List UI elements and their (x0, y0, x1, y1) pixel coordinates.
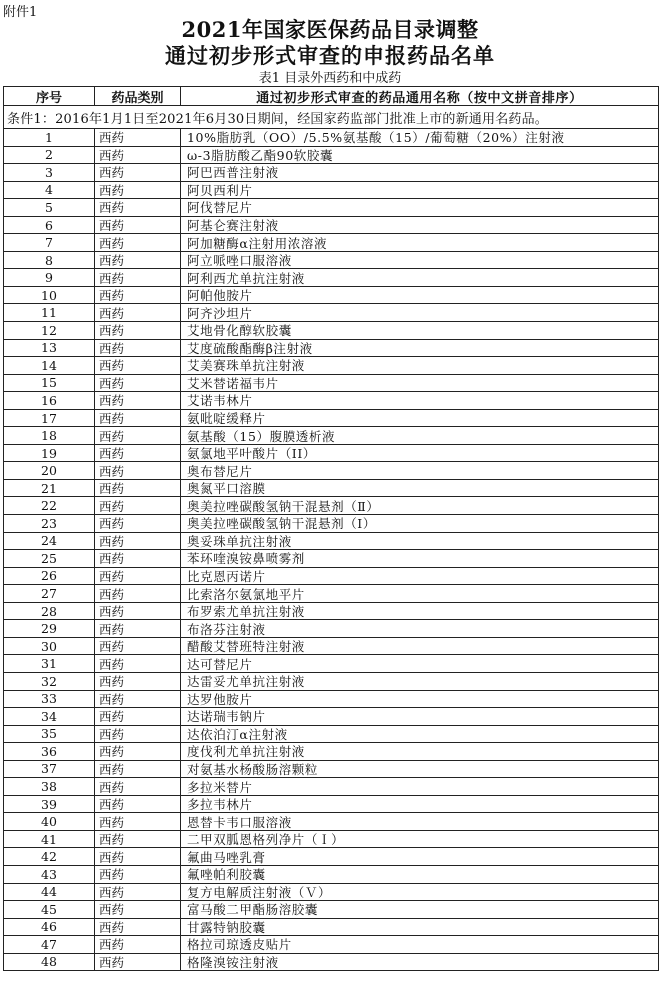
row-number: 47 (4, 936, 95, 953)
row-category: 西药 (95, 620, 181, 637)
row-category: 西药 (95, 199, 181, 216)
row-drug-name: 格拉司琼透皮贴片 (187, 937, 292, 953)
row-drug-name: 阿贝西利片 (187, 182, 253, 198)
row-number: 23 (4, 515, 95, 532)
row-drug-name: 阿帕他胺片 (187, 288, 253, 304)
row-drug-name: ω-3脂肪酸乙酯90软胶囊 (187, 147, 334, 163)
row-number: 18 (4, 427, 95, 444)
row-category: 西药 (95, 603, 181, 620)
table-row (4, 708, 658, 726)
row-number: 11 (4, 304, 95, 321)
column-header-drug-name: 通过初步形式审查的药品通用名称（按中文拼音排序） (256, 90, 583, 106)
row-number: 35 (4, 726, 95, 743)
row-drug-name: 达可替尼片 (187, 656, 253, 672)
column-header-category: 药品类别 (95, 87, 181, 105)
row-number: 29 (4, 620, 95, 637)
row-number: 8 (4, 252, 95, 269)
row-category: 西药 (95, 831, 181, 848)
row-drug-name: 10%脂肪乳（OO）/5.5%氨基酸（15）/葡萄糖（20%）注射液 (187, 130, 565, 146)
row-drug-name: 氨基酸（15）腹膜透析液 (187, 428, 336, 444)
row-number: 5 (4, 199, 95, 216)
row-drug-name: 阿伐替尼片 (187, 200, 253, 216)
row-drug-name: 阿巴西普注射液 (187, 165, 279, 181)
row-category: 西药 (95, 708, 181, 725)
row-number: 32 (4, 673, 95, 690)
table-row (4, 726, 658, 744)
row-drug-name: 达依泊汀α注射液 (187, 726, 288, 742)
table-row (4, 217, 658, 235)
table-row (4, 497, 658, 515)
table-row (4, 252, 658, 270)
row-category: 西药 (95, 129, 181, 146)
row-drug-name: 达罗他胺片 (187, 691, 253, 707)
row-number: 17 (4, 410, 95, 427)
row-category: 西药 (95, 357, 181, 374)
row-drug-name: 达雷妥尤单抗注射液 (187, 674, 305, 690)
row-category: 西药 (95, 743, 181, 760)
table-row (4, 480, 658, 498)
row-category: 西药 (95, 164, 181, 181)
row-drug-name: 阿利西尤单抗注射液 (187, 270, 305, 286)
row-category: 西药 (95, 884, 181, 901)
table-body (4, 129, 658, 971)
row-category: 西药 (95, 497, 181, 514)
row-drug-name: 富马酸二甲酯肠溶胶囊 (187, 902, 319, 918)
table-row (4, 743, 658, 761)
row-category: 西药 (95, 533, 181, 550)
row-number: 14 (4, 357, 95, 374)
row-category: 西药 (95, 480, 181, 497)
row-drug-name: 艾地骨化醇软胶囊 (187, 323, 292, 339)
table-row (4, 585, 658, 603)
table-row (4, 375, 658, 393)
table-row (4, 796, 658, 814)
row-category: 西药 (95, 585, 181, 602)
table-row (4, 831, 658, 849)
row-drug-name: 阿加糖酶α注射用浓溶液 (187, 235, 328, 251)
row-drug-name: 艾米替诺福韦片 (187, 375, 279, 391)
table-row (4, 164, 658, 182)
row-number: 39 (4, 796, 95, 813)
table-row (4, 392, 658, 410)
row-number: 19 (4, 445, 95, 462)
row-category: 西药 (95, 340, 181, 357)
table-row (4, 357, 658, 375)
table-row (4, 568, 658, 586)
row-number: 16 (4, 392, 95, 409)
table-row (4, 778, 658, 796)
row-drug-name: 氨吡啶缓释片 (187, 411, 266, 427)
table-row (4, 410, 658, 428)
row-category: 西药 (95, 392, 181, 409)
table-row (4, 182, 658, 200)
table-row (4, 304, 658, 322)
table-row (4, 673, 658, 691)
table-row (4, 936, 658, 954)
row-drug-name: 阿基仑赛注射液 (187, 218, 279, 234)
row-number: 33 (4, 691, 95, 708)
row-category: 西药 (95, 182, 181, 199)
row-drug-name: 比索洛尔氨氯地平片 (187, 586, 305, 602)
table-row (4, 515, 658, 533)
row-category: 西药 (95, 655, 181, 672)
row-category: 西药 (95, 954, 181, 971)
row-number: 21 (4, 480, 95, 497)
table-row (4, 866, 658, 884)
row-category: 西药 (95, 673, 181, 690)
row-drug-name: 氟唑帕利胶囊 (187, 867, 266, 883)
row-category: 西药 (95, 217, 181, 234)
row-category: 西药 (95, 410, 181, 427)
row-drug-name: 奥美拉唑碳酸氢钠干混悬剂（I） (187, 516, 376, 532)
table-row (4, 199, 658, 217)
row-drug-name: 多拉韦林片 (187, 797, 253, 813)
row-drug-name: 格隆溴铵注射液 (187, 954, 279, 970)
row-category: 西药 (95, 304, 181, 321)
table-row (4, 129, 658, 147)
row-drug-name: 氟曲马唑乳膏 (187, 849, 266, 865)
row-category: 西药 (95, 761, 181, 778)
table-row (4, 761, 658, 779)
row-number: 26 (4, 568, 95, 585)
row-category: 西药 (95, 375, 181, 392)
column-header-number: 序号 (4, 87, 95, 105)
row-category: 西药 (95, 813, 181, 830)
row-number: 3 (4, 164, 95, 181)
row-category: 西药 (95, 515, 181, 532)
row-category: 西药 (95, 691, 181, 708)
row-category: 西药 (95, 269, 181, 286)
row-drug-name: 艾诺韦林片 (187, 393, 253, 409)
row-category: 西药 (95, 287, 181, 304)
row-category: 西药 (95, 234, 181, 251)
table-row (4, 533, 658, 551)
row-category: 西药 (95, 848, 181, 865)
table-row (4, 691, 658, 709)
row-drug-name: 艾度硫酸酯酶β注射液 (187, 340, 313, 356)
table-row (4, 445, 658, 463)
document-title-line1: 2021年国家医保药品目录调整 (181, 17, 479, 42)
row-category: 西药 (95, 936, 181, 953)
row-number: 45 (4, 901, 95, 918)
row-drug-name: 苯环喹溴铵鼻喷雾剂 (187, 551, 305, 567)
row-drug-name: 比克恩丙诺片 (187, 568, 266, 584)
row-category: 西药 (95, 252, 181, 269)
row-drug-name: 醋酸艾替班特注射液 (187, 639, 305, 655)
row-number: 24 (4, 533, 95, 550)
row-number: 7 (4, 234, 95, 251)
table-row (4, 287, 658, 305)
row-drug-name: 奥美拉唑碳酸氢钠干混悬剂（Ⅱ） (187, 498, 380, 514)
table-row (4, 901, 658, 919)
row-number: 20 (4, 462, 95, 479)
row-number: 40 (4, 813, 95, 830)
row-number: 28 (4, 603, 95, 620)
table-row (4, 919, 658, 937)
attachment-label: 附件1 (3, 5, 38, 20)
table-row (4, 620, 658, 638)
row-category: 西药 (95, 778, 181, 795)
table-row (4, 954, 658, 972)
table-row (4, 603, 658, 621)
row-number: 37 (4, 761, 95, 778)
row-category: 西药 (95, 427, 181, 444)
row-number: 36 (4, 743, 95, 760)
row-category: 西药 (95, 866, 181, 883)
row-number: 4 (4, 182, 95, 199)
row-drug-name: 达诺瑞韦钠片 (187, 709, 266, 725)
row-number: 27 (4, 585, 95, 602)
row-drug-name: 奥氮平口溶膜 (187, 481, 266, 497)
row-number: 22 (4, 497, 95, 514)
row-number: 6 (4, 217, 95, 234)
row-category: 西药 (95, 322, 181, 339)
row-number: 30 (4, 638, 95, 655)
table-row (4, 234, 658, 252)
row-drug-name: 艾美赛珠单抗注射液 (187, 358, 305, 374)
row-category: 西药 (95, 445, 181, 462)
table-subtitle: 表1 目录外西药和中成药 (258, 71, 402, 86)
row-number: 41 (4, 831, 95, 848)
row-drug-name: 复方电解质注射液（Ｖ） (187, 884, 332, 900)
row-number: 34 (4, 708, 95, 725)
row-number: 15 (4, 375, 95, 392)
row-category: 西药 (95, 550, 181, 567)
row-number: 42 (4, 848, 95, 865)
row-drug-name: 奥妥珠单抗注射液 (187, 533, 292, 549)
table-row (4, 462, 658, 480)
row-drug-name: 奥布替尼片 (187, 463, 253, 479)
row-number: 12 (4, 322, 95, 339)
row-drug-name: 恩替卡韦口服溶液 (187, 814, 292, 830)
table-row (4, 884, 658, 902)
row-category: 西药 (95, 901, 181, 918)
row-number: 48 (4, 954, 95, 971)
row-number: 10 (4, 287, 95, 304)
row-drug-name: 阿立哌唑口服溶液 (187, 253, 292, 269)
row-category: 西药 (95, 796, 181, 813)
row-number: 44 (4, 884, 95, 901)
row-category: 西药 (95, 147, 181, 164)
condition-row: 条件1：2016年1月1日至2021年6月30日期间，经国家药监部门批准上市的新通用名药品。 (4, 106, 658, 129)
row-drug-name: 度伐利尤单抗注射液 (187, 744, 305, 760)
row-drug-name: 阿齐沙坦片 (187, 305, 253, 321)
table-row (4, 147, 658, 165)
table-row (4, 638, 658, 656)
row-number: 9 (4, 269, 95, 286)
row-category: 西药 (95, 726, 181, 743)
row-number: 46 (4, 919, 95, 936)
document-title-line2: 通过初步形式审查的申报药品名单 (165, 43, 495, 68)
row-number: 13 (4, 340, 95, 357)
table-row (4, 427, 658, 445)
table-row (4, 322, 658, 340)
table-row (4, 848, 658, 866)
table-row (4, 340, 658, 358)
row-number: 1 (4, 129, 95, 146)
table-row (4, 269, 658, 287)
row-category: 西药 (95, 462, 181, 479)
table-header-row (4, 87, 658, 106)
row-number: 25 (4, 550, 95, 567)
row-drug-name: 甘露特钠胶囊 (187, 919, 266, 935)
table-row (4, 550, 658, 568)
table-row (4, 813, 658, 831)
row-drug-name: 多拉米替片 (187, 779, 253, 795)
row-drug-name: 布罗索尤单抗注射液 (187, 604, 305, 620)
row-drug-name: 二甲双胍恩格列净片（Ｉ） (187, 832, 345, 848)
row-category: 西药 (95, 919, 181, 936)
row-number: 31 (4, 655, 95, 672)
row-number: 43 (4, 866, 95, 883)
row-drug-name: 氨氯地平叶酸片（II） (187, 446, 316, 462)
drug-list-table (3, 86, 659, 971)
table-row (4, 655, 658, 673)
row-number: 38 (4, 778, 95, 795)
row-drug-name: 布洛芬注射液 (187, 621, 266, 637)
row-drug-name: 对氨基水杨酸肠溶颗粒 (187, 761, 319, 777)
row-category: 西药 (95, 638, 181, 655)
row-number: 2 (4, 147, 95, 164)
row-category: 西药 (95, 568, 181, 585)
